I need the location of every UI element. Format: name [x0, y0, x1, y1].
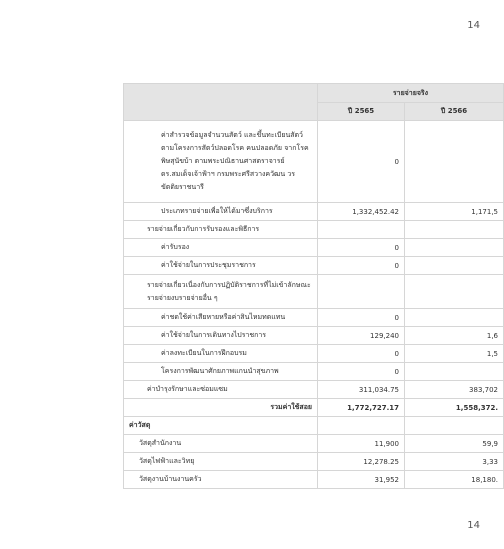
- value-2565: 0: [318, 309, 405, 327]
- value-2565: 0: [318, 363, 405, 381]
- row-label: ค่าชดใช้ค่าเสียหายหรือค่าสินไหมทดแทน: [124, 309, 318, 327]
- value-2566: [405, 275, 504, 309]
- value-2566: [405, 239, 504, 257]
- value-2566: 18,180.: [405, 471, 504, 489]
- page-number-top: 14: [467, 20, 480, 31]
- expense-table: [123, 83, 504, 489]
- value-2566: [405, 257, 504, 275]
- value-2566: [405, 121, 504, 203]
- value-2565: 0: [318, 239, 405, 257]
- table-row: [124, 239, 504, 257]
- value-2566: 1,5: [405, 345, 504, 363]
- total-label: รวมค่าใช้สอย: [124, 399, 318, 417]
- value-2566: [405, 221, 504, 239]
- value-2565: 11,900: [318, 435, 405, 453]
- value-2566: [405, 309, 504, 327]
- row-label: ค่าใช้จ่ายในการเดินทางไปราชการ: [124, 327, 318, 345]
- value-2565: 12,278.25: [318, 453, 405, 471]
- value-2566: [405, 363, 504, 381]
- table-row: [124, 221, 504, 239]
- header-year-2565: ปี 2565: [318, 103, 405, 121]
- header-year-2566: ปี 2566: [405, 103, 504, 121]
- section-label: ค่าวัสดุ: [124, 417, 318, 435]
- value-2566: [405, 417, 504, 435]
- row-label: รายจ่ายเกี่ยวเนื่องกับการปฏิบัติราชการที่ไม่เข้าลักษณะรายจ่ายงบรายจ่ายอื่น ๆ: [124, 275, 318, 309]
- row-label: ค่ารับรอง: [124, 239, 318, 257]
- total-2566: 1,558,372.: [405, 399, 504, 417]
- row-label: ค่าบำรุงรักษาและซ่อมแซม: [124, 381, 318, 399]
- row-label: ประเภทรายจ่ายเพื่อให้ได้มาซึ่งบริการ: [124, 203, 318, 221]
- row-label: รายจ่ายเกี่ยวกับการรับรองและพิธีการ: [124, 221, 318, 239]
- value-2565: 0: [318, 345, 405, 363]
- table-row: [124, 309, 504, 327]
- value-2566: 59,9: [405, 435, 504, 453]
- table-row: [124, 381, 504, 399]
- table-row: [124, 453, 504, 471]
- table-row: [124, 203, 504, 221]
- page-number-bottom: 14: [467, 520, 480, 531]
- value-2566: 1,171,5: [405, 203, 504, 221]
- value-2565: 31,952: [318, 471, 405, 489]
- value-2565: 1,332,452.42: [318, 203, 405, 221]
- row-label: ค่าสำรวจข้อมูลจำนวนสัตว์ และขึ้นทะเบียนสัตว์ตามโครงการสัตว์ปลอดโรค คนปลอดภัย จากโรคพิษสุนัขบ้า ตามพระปณิธานศาสตราจารย์ ดร.สมเด็จเจ้าฟ้าฯ กรมพระศรีสวางควัฒน วรขัตติยราชนารี: [124, 121, 318, 203]
- value-2566: 383,702: [405, 381, 504, 399]
- row-label: วัสดุไฟฟ้าและวิทยุ: [124, 453, 318, 471]
- table-row: [124, 275, 504, 309]
- value-2565: 311,034.75: [318, 381, 405, 399]
- table-row: [124, 327, 504, 345]
- table-row: [124, 257, 504, 275]
- row-label: ค่าใช้จ่ายในการประชุมราชการ: [124, 257, 318, 275]
- value-2565: 129,240: [318, 327, 405, 345]
- section-row: [124, 417, 504, 435]
- total-2565: 1,772,727.17: [318, 399, 405, 417]
- table-row: [124, 345, 504, 363]
- table-row: [124, 363, 504, 381]
- value-2565: [318, 417, 405, 435]
- header-actual-expense: รายจ่ายจริง: [318, 84, 504, 103]
- expense-table-container: [123, 83, 503, 489]
- table-row: [124, 435, 504, 453]
- row-label: วัสดุสำนักงาน: [124, 435, 318, 453]
- value-2565: 0: [318, 121, 405, 203]
- value-2565: 0: [318, 257, 405, 275]
- row-label: ค่าลงทะเบียนในการฝึกอบรม: [124, 345, 318, 363]
- table-row: [124, 471, 504, 489]
- value-2565: [318, 221, 405, 239]
- value-2566: 3,33: [405, 453, 504, 471]
- row-label: วัสดุงานบ้านงานครัว: [124, 471, 318, 489]
- header-blank-cell: [124, 84, 318, 121]
- value-2566: 1,6: [405, 327, 504, 345]
- header-row-group: [124, 84, 504, 103]
- table-row: [124, 121, 504, 203]
- total-row: [124, 399, 504, 417]
- value-2565: [318, 275, 405, 309]
- row-label: โครงการพัฒนาศักยภาพแกนนำสุขภาพ: [124, 363, 318, 381]
